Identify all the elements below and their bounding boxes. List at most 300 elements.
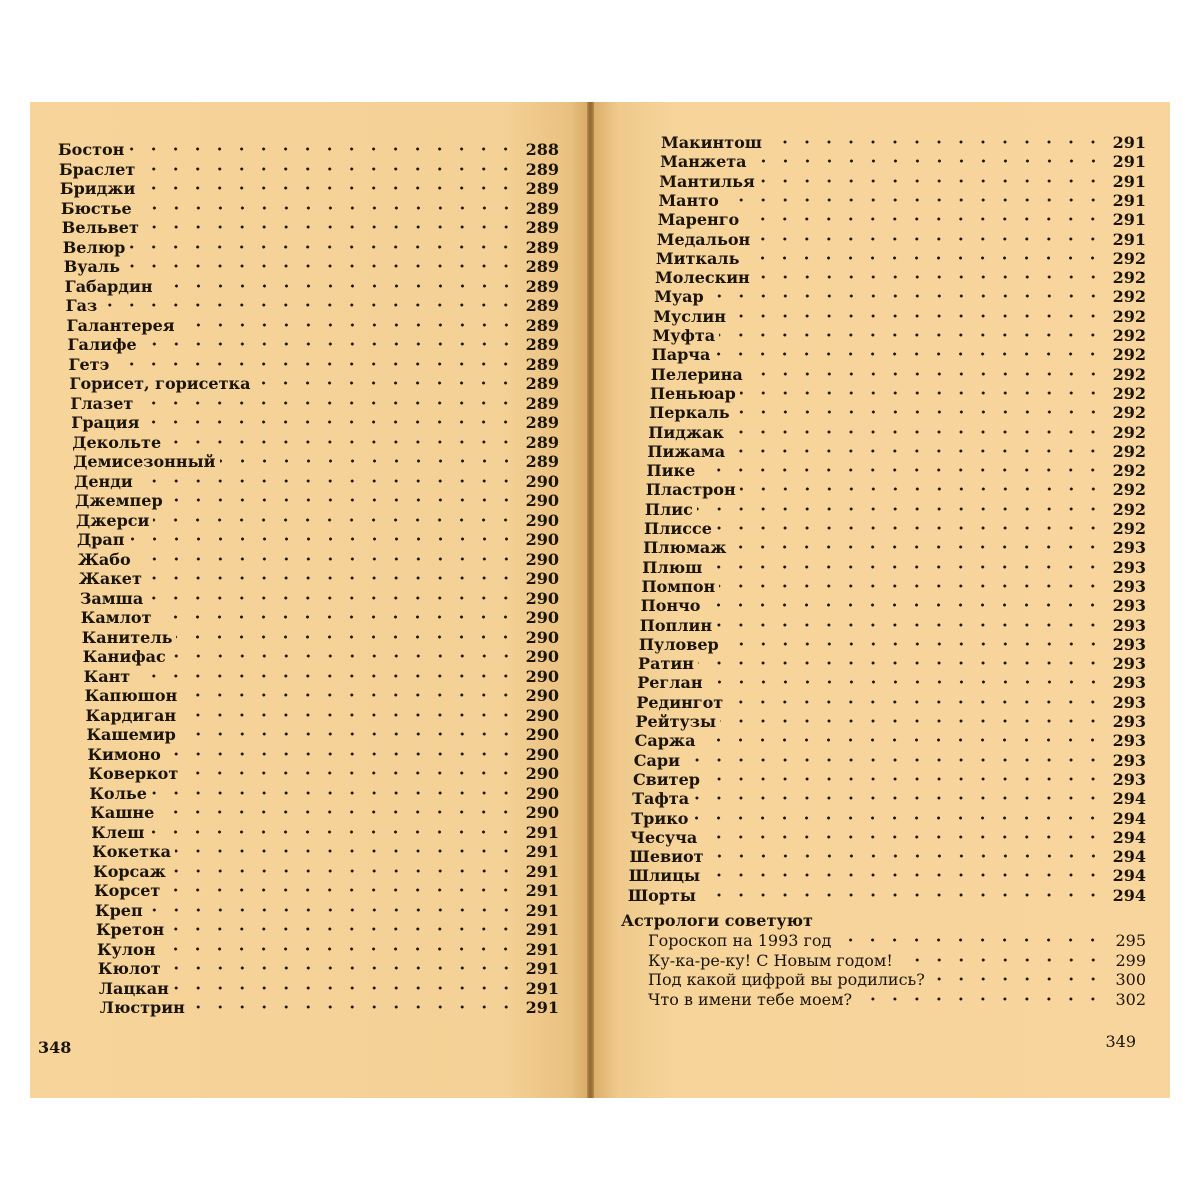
toc-entry	[656, 248, 1146, 268]
entry-page-number: 290	[525, 491, 559, 510]
dot-leader	[697, 502, 1104, 516]
entry-page-number: 289	[525, 198, 559, 218]
dot-leader	[182, 766, 517, 780]
dot-leader	[170, 649, 517, 663]
dot-leader	[113, 357, 517, 371]
entry-page-number: 292	[1112, 383, 1146, 403]
entry-page-number: 290	[525, 627, 559, 647]
entry-page-number: 291	[1112, 229, 1146, 249]
entry-title: Габардин	[64, 276, 153, 296]
entry-page-number: 291	[1112, 152, 1146, 172]
entry-page-number: 292	[1112, 441, 1146, 461]
toc-entry	[94, 880, 559, 900]
entry-title: Вуаль	[63, 257, 120, 276]
entry-page-number: 292	[1112, 499, 1146, 519]
entry-page-number: 293	[1112, 769, 1146, 789]
entry-page-number: 290	[525, 471, 559, 491]
toc-entry	[643, 537, 1146, 557]
dot-leader	[128, 142, 517, 156]
entry-page-number: 295	[1115, 931, 1146, 950]
entry-page-number: 294	[1112, 827, 1146, 847]
entry-page-number: 292	[1112, 326, 1146, 345]
toc-entry	[59, 159, 559, 179]
toc-entry	[77, 529, 559, 549]
book-gutter	[587, 102, 594, 1098]
dot-leader	[179, 318, 517, 332]
entry-title: Кретон	[96, 920, 165, 939]
entry-title: Браслет	[58, 159, 136, 179]
dot-leader	[743, 212, 1104, 226]
toc-entry	[82, 627, 559, 647]
dot-leader	[155, 610, 517, 624]
entry-title: Сари	[633, 750, 680, 770]
toc-entry	[648, 950, 1146, 970]
toc-entry	[641, 595, 1146, 615]
entry-page-number: 290	[525, 803, 559, 822]
dot-leader	[143, 415, 517, 429]
entry-page-number: 290	[525, 725, 559, 744]
entry-title: Бостон	[58, 140, 125, 159]
entry-title: Колье	[89, 783, 147, 803]
entry-page-number: 293	[1112, 634, 1146, 654]
entry-page-number: 291	[525, 920, 559, 939]
entry-title: Пиджак	[648, 422, 724, 442]
entry-page-number: 289	[525, 237, 559, 257]
entry-title: Пуловер	[638, 634, 719, 654]
toc-entry	[68, 334, 560, 354]
entry-page-number: 289	[525, 335, 559, 354]
dot-leader	[751, 154, 1104, 168]
entry-page-number: 292	[1112, 519, 1146, 538]
entry-page-number: 289	[525, 257, 559, 276]
entry-page-number: 294	[1112, 789, 1146, 809]
toc-entry	[629, 865, 1146, 885]
toc-entry	[642, 557, 1146, 577]
dot-leader	[723, 637, 1104, 651]
dot-leader	[740, 482, 1104, 496]
entry-title: Замша	[79, 588, 144, 608]
entry-title: Шевиот	[629, 847, 704, 867]
toc-entry	[72, 432, 559, 452]
entry-title: Муслин	[653, 306, 726, 326]
entry-page-number: 292	[1112, 306, 1146, 326]
dot-leader	[699, 733, 1104, 747]
toc-entry	[648, 989, 1146, 1009]
entry-title: Кашне	[90, 803, 155, 822]
entry-page-number: 292	[1112, 461, 1146, 481]
toc-entry	[92, 841, 559, 861]
entry-page-number: 292	[1112, 403, 1146, 423]
entry-page-number: 290	[525, 549, 559, 569]
entry-page-number: 292	[1112, 287, 1146, 307]
entry-title: Демисезонный	[73, 452, 216, 471]
dot-leader	[165, 961, 517, 975]
entry-title: Шорты	[627, 885, 696, 905]
dot-leader	[181, 688, 517, 702]
dot-leader	[729, 444, 1104, 458]
entry-title: Люстрин	[99, 998, 185, 1017]
toc-entry	[648, 422, 1146, 442]
dot-leader	[165, 747, 517, 761]
toc-entry	[630, 827, 1146, 847]
toc-entry	[652, 344, 1146, 364]
toc-entry	[64, 256, 559, 276]
dot-leader	[180, 708, 517, 722]
entry-page-number: 291	[525, 959, 559, 978]
entry-title: Свитер	[632, 769, 700, 789]
entry-title: Канитель	[81, 627, 173, 647]
entry-title: Корсаж	[93, 861, 166, 881]
entry-page-number: 290	[525, 608, 559, 627]
toc-entry	[67, 315, 559, 335]
entry-page-number: 289	[525, 413, 559, 432]
dot-leader	[254, 376, 517, 390]
toc-entry	[630, 846, 1146, 866]
toc-entry	[75, 490, 559, 510]
entry-title: Миткаль	[655, 248, 740, 268]
right-page	[594, 102, 1170, 1098]
entry-page-number: 289	[525, 218, 559, 237]
entry-page-number: 291	[525, 939, 559, 959]
toc-entry	[648, 930, 1146, 950]
dot-leader	[101, 298, 517, 312]
dot-leader	[168, 922, 517, 936]
entry-title: Газ	[65, 296, 98, 315]
toc-entry	[85, 685, 559, 705]
entry-page-number: 293	[1112, 538, 1146, 558]
entry-title: Медальон	[656, 229, 751, 249]
dot-leader	[175, 844, 517, 858]
entry-page-number: 294	[1112, 847, 1146, 867]
entry-title: Грация	[71, 413, 140, 432]
dot-leader	[897, 953, 1104, 967]
entry-title: Ратин	[638, 654, 694, 674]
dot-leader	[139, 162, 517, 176]
entry-title: Пижама	[647, 441, 726, 461]
dot-leader	[720, 714, 1104, 728]
dot-leader	[692, 811, 1104, 825]
entry-title: Чесуча	[630, 827, 698, 847]
entry-page-number: 292	[1112, 248, 1146, 268]
toc-entry	[639, 634, 1146, 654]
dot-leader	[728, 425, 1104, 439]
entry-title: Под какой цифрой вы родились?	[648, 970, 925, 989]
entry-page-number: 291	[525, 978, 559, 998]
dot-leader	[754, 270, 1104, 284]
toc-entry	[69, 373, 559, 393]
entry-title: Денди	[74, 471, 133, 491]
toc-entry	[100, 997, 559, 1017]
toc-entry	[97, 939, 559, 959]
section-heading	[621, 910, 1146, 930]
entry-title: Ку-ка-ре-ку! С Новым годом!	[648, 950, 893, 970]
entry-title: Кокетка	[92, 842, 171, 861]
entry-page-number: 289	[525, 374, 559, 393]
entry-title: Кашемир	[86, 725, 176, 744]
dot-leader	[143, 220, 517, 234]
entry-page-number: 302	[1115, 989, 1146, 1009]
dot-leader	[137, 474, 517, 488]
toc-entry	[89, 783, 559, 803]
toc-entry	[87, 724, 560, 744]
entry-title: Бриджи	[59, 179, 136, 198]
toc-entry	[74, 471, 559, 491]
entry-title: Пончо	[640, 596, 701, 616]
toc-entry	[93, 861, 559, 881]
dot-leader	[693, 791, 1104, 805]
dot-leader	[719, 579, 1104, 593]
entry-page-number: 289	[525, 159, 559, 179]
entry-title: Кюлот	[97, 959, 161, 978]
dot-leader	[153, 513, 517, 527]
entry-title: Лацкан	[98, 978, 169, 998]
dot-leader	[129, 532, 518, 546]
toc-entry	[657, 229, 1146, 249]
entry-title: Канифас	[82, 647, 166, 666]
entry-page-number: 290	[525, 530, 559, 549]
entry-page-number: 293	[1112, 576, 1146, 596]
dot-leader	[716, 618, 1104, 632]
entry-title: Пластрон	[645, 480, 736, 500]
entry-page-number: 291	[525, 881, 559, 900]
dot-leader	[151, 786, 517, 800]
entry-page-number: 292	[1112, 364, 1146, 384]
dot-leader	[159, 942, 517, 956]
toc-entry	[87, 744, 559, 764]
dot-leader	[730, 540, 1104, 554]
dot-leader	[929, 972, 1104, 986]
entry-title: Парча	[651, 345, 711, 365]
entry-page-number: 290	[525, 569, 559, 588]
entry-page-number: 294	[1112, 808, 1146, 828]
entry-page-number: 289	[525, 393, 559, 413]
toc-entry	[628, 885, 1146, 905]
dot-leader	[170, 864, 517, 878]
dot-leader	[734, 405, 1104, 419]
entry-title: Тафта	[632, 789, 690, 809]
entry-page-number: 293	[1112, 654, 1146, 674]
entry-title: Манжета	[660, 152, 747, 172]
entry-page-number: 291	[525, 842, 559, 861]
toc-entry	[71, 412, 559, 432]
toc-entry	[636, 692, 1146, 712]
entry-page-number: 293	[1112, 673, 1146, 693]
entry-title: Джемпер	[75, 491, 163, 510]
dot-leader	[146, 571, 517, 585]
entry-title: Плиссе	[644, 519, 712, 538]
entry-page-number: 290	[525, 705, 559, 725]
entry-page-number: 290	[525, 686, 559, 705]
toc-entry	[659, 171, 1146, 191]
toc-entry	[632, 788, 1146, 808]
dot-leader	[706, 560, 1104, 574]
dot-leader	[124, 259, 517, 273]
entry-page-number: 289	[525, 296, 559, 315]
entry-page-number: 291	[1112, 210, 1146, 230]
dot-leader	[180, 727, 517, 741]
entry-page-number: 293	[1112, 712, 1146, 731]
toc-entry	[636, 711, 1147, 731]
toc-entry	[644, 518, 1146, 538]
entry-title: Трико	[631, 808, 689, 828]
entry-page-number: 293	[1112, 731, 1146, 751]
entry-page-number: 290	[525, 666, 559, 686]
entry-title: Кардиган	[85, 705, 177, 725]
entry-title: Камлот	[80, 608, 152, 627]
entry-title: Кант	[83, 666, 131, 686]
entry-title: Плюш	[642, 557, 703, 577]
toc-entry	[99, 978, 559, 998]
dot-leader	[220, 454, 518, 468]
toc-entry	[70, 393, 559, 413]
dot-leader	[164, 883, 517, 897]
dot-leader	[719, 328, 1104, 342]
entry-title: Реглан	[637, 673, 703, 693]
entry-page-number: 288	[525, 140, 559, 159]
toc-entry	[641, 576, 1146, 596]
entry-page-number: 291	[525, 900, 559, 920]
entry-title: Рейтузы	[635, 712, 716, 731]
toc-entry	[63, 237, 559, 257]
entry-title: Манто	[658, 190, 719, 210]
entry-page-number: 300	[1115, 970, 1146, 989]
toc-entry	[73, 451, 559, 471]
toc-entry	[76, 510, 559, 530]
entry-page-number: 289	[525, 452, 559, 471]
entry-page-number: 289	[525, 276, 559, 296]
dot-leader	[684, 753, 1104, 767]
dot-leader	[740, 386, 1104, 400]
entry-title: Глазет	[70, 393, 134, 413]
toc-entry	[80, 588, 559, 608]
entry-page-number: 299	[1115, 950, 1146, 970]
dot-leader	[700, 888, 1104, 902]
entry-title: Галантерея	[66, 315, 175, 335]
toc-entry	[79, 568, 559, 588]
toc-entry	[81, 607, 559, 627]
toc-entry	[648, 969, 1146, 989]
entry-page-number: 293	[1112, 557, 1146, 577]
toc-entry	[78, 549, 559, 569]
entry-title: Декольте	[72, 432, 162, 452]
toc-entry	[88, 763, 559, 783]
toc-entry	[635, 730, 1146, 750]
left-page	[30, 102, 587, 1098]
entry-page-number: 289	[525, 315, 559, 335]
entry-page-number: 293	[1112, 615, 1146, 635]
entry-title: Пеньюар	[649, 383, 736, 403]
entry-title: Саржа	[634, 731, 696, 751]
dot-leader	[835, 933, 1104, 947]
right-page-number: 349	[1105, 1032, 1136, 1051]
entry-title: Бюстье	[60, 198, 132, 218]
toc-entry	[66, 295, 559, 315]
entry-page-number: 291	[525, 822, 559, 842]
entry-title: Мантилья	[659, 171, 755, 191]
entry-page-number: 292	[1112, 480, 1146, 500]
toc-entry	[95, 900, 559, 920]
entry-page-number: 290	[525, 588, 559, 608]
entry-page-number: 293	[1112, 596, 1146, 616]
dot-leader	[134, 669, 517, 683]
entry-title: Вельвет	[61, 218, 139, 237]
dot-leader	[727, 695, 1104, 709]
entry-page-number: 289	[525, 432, 559, 452]
toc-entry	[83, 646, 559, 666]
toc-entry	[61, 198, 559, 218]
toc-entry	[91, 822, 559, 842]
entry-title: Поплин	[639, 615, 713, 635]
dot-leader	[714, 347, 1104, 361]
entry-page-number: 292	[1112, 268, 1146, 288]
dot-leader	[141, 337, 517, 351]
dot-leader	[135, 552, 517, 566]
entry-title: Пике	[646, 461, 696, 481]
toc-entry	[647, 441, 1146, 461]
entry-title: Джерси	[76, 510, 150, 530]
entry-title: Капюшон	[84, 686, 178, 705]
entry-title: Велюр	[62, 237, 126, 257]
dot-leader	[707, 675, 1104, 689]
toc-entry	[634, 750, 1146, 770]
dot-leader	[754, 232, 1104, 246]
entry-title: Галифе	[67, 335, 137, 354]
entry-title: Жабо	[77, 549, 131, 569]
toc-entry	[645, 499, 1146, 519]
entry-title: Клеш	[91, 822, 145, 842]
entry-page-number: 292	[1112, 422, 1146, 442]
book-spread	[30, 102, 1170, 1098]
toc-entry	[60, 178, 559, 198]
dot-leader	[129, 240, 517, 254]
dot-leader	[704, 598, 1104, 612]
dot-leader	[716, 521, 1104, 535]
dot-leader	[723, 193, 1104, 207]
dot-leader	[708, 849, 1104, 863]
toc-entry	[90, 802, 559, 822]
dot-leader	[173, 981, 517, 995]
entry-title: Жакет	[78, 569, 142, 588]
entry-page-number: 290	[525, 510, 559, 530]
entry-page-number: 294	[1112, 885, 1146, 905]
entry-title: Пелерина	[650, 364, 743, 384]
dot-leader	[137, 396, 517, 410]
entry-title: Корсет	[94, 881, 161, 900]
entry-page-number: 293	[1112, 750, 1146, 770]
dot-leader	[747, 367, 1104, 381]
dot-leader	[136, 201, 517, 215]
dot-leader	[743, 251, 1104, 265]
toc-entry	[653, 325, 1147, 345]
toc-entry	[96, 919, 559, 939]
entry-page-number: 291	[1112, 190, 1146, 210]
entry-title: Муар	[654, 287, 704, 307]
entry-page-number: 289	[525, 179, 559, 198]
entry-page-number: 291	[1112, 133, 1146, 152]
toc-entry	[58, 139, 559, 159]
entry-page-number: 294	[1112, 866, 1146, 886]
entry-page-number: 290	[525, 783, 559, 803]
dot-leader	[759, 174, 1104, 188]
dot-leader	[158, 805, 517, 819]
entry-title: Горисет, горисетка	[69, 374, 251, 393]
dot-leader	[157, 279, 517, 293]
dot-leader	[147, 903, 517, 917]
toc-entry	[62, 217, 559, 237]
left-toc	[30, 102, 587, 1098]
dot-leader	[189, 1000, 517, 1014]
dot-leader	[766, 135, 1104, 149]
